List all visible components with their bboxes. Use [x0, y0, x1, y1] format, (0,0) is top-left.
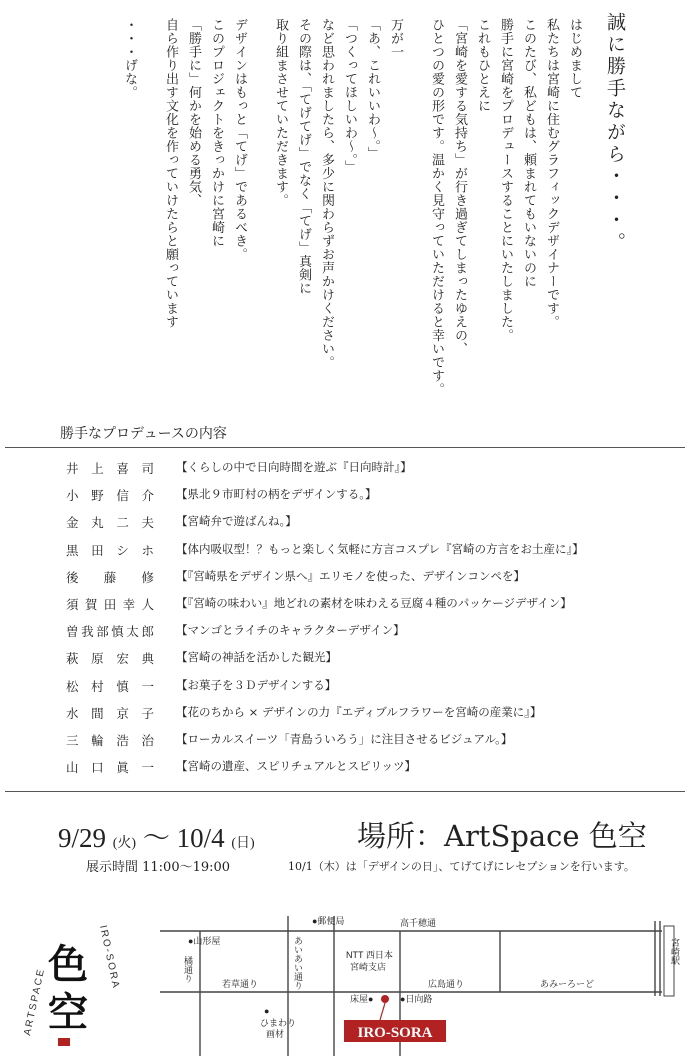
label-himawari-1: ひまわり [260, 1018, 297, 1028]
label-hiroshima: 広島通り [428, 979, 465, 989]
entry-name: 三 輪 浩 治 [66, 733, 154, 748]
logo-irosora-text: IRO-SORA [97, 924, 122, 991]
label-himawari-dot: ● [264, 1006, 270, 1016]
date-tilde: 〜 [142, 823, 170, 853]
entry-description: 【花のちから × デザインの力『エディブルフラワーを宮崎の産業に』】 [176, 704, 542, 719]
event-dates [58, 816, 255, 855]
intro-line: 「勝手に」何かを始める勇気、 [186, 18, 201, 207]
intro-line: ひとつの愛の形です。温かく見守っていただけると幸いです。 [429, 18, 444, 396]
entry-description: 【宮崎の遺産、スピリチュアルとスピリッツ】 [176, 759, 417, 774]
entry-name: 小 野 信 介 [66, 488, 154, 504]
entry-description: 【『宮崎の味わい』地どれの素材を味わえる豆腐４種のパッケージデザイン】 [176, 596, 572, 610]
entry-description: 【マンゴとライチのキャラクターデザイン】 [176, 623, 405, 638]
entry-name: 萩 原 宏 典 [66, 651, 154, 667]
intro-line: 勝手に宮崎をプロデュースすることにいたしました。 [498, 18, 513, 342]
reception-note: 10/1（木）は「デザインの日」、てげてげにレセプションを行います。 [288, 860, 635, 873]
logo-kanji-2: 空 [48, 989, 88, 1036]
entry-description: 【宮崎弁で遊ばんね。】 [176, 514, 297, 529]
divider-bottom [5, 791, 685, 792]
entry-description: 【『宮崎県をデザイン県へ』エリモノを使った、デザインコンペを】 [176, 568, 526, 583]
entry-description: 【ローカルスイーツ「青島ういろう」に注目させるビジュアル。】 [176, 732, 513, 746]
list-item [0, 486, 690, 508]
entry-name: 水 間 京 子 [66, 705, 154, 721]
list-heading: 勝手なプロデュースの内容 [60, 426, 227, 442]
intro-line: 「あ、これいいわ〜。」 [365, 18, 380, 160]
list-item [0, 513, 690, 535]
logo-seal-icon [58, 1038, 70, 1046]
intro-line: これもひとえに [475, 18, 490, 113]
intro-line: このたび、私どもは、頼まれてもいないのに [521, 18, 536, 288]
entry-name: 山 口 眞 一 [66, 760, 154, 776]
label-takachiho: 高千穂通 [400, 918, 437, 928]
page-title: 誠に勝手ながら・・・。 [604, 12, 626, 254]
divider-top [5, 447, 685, 448]
intro-line: など思われましたら、多少に関わらずお声かけください。 [319, 18, 334, 369]
label-yamakataya: ●山形屋 [188, 936, 221, 946]
entry-description: 【宮崎の神話を活かした観光】 [176, 650, 337, 665]
end-day: (日) [231, 836, 255, 851]
intro-line: デザインはもっと「てげ」であるべき。 [232, 18, 247, 261]
list-item [0, 677, 690, 699]
list-item [0, 541, 690, 563]
logo-artspace-text: ARTSPACE [22, 966, 48, 1037]
list-item [0, 704, 690, 726]
label-amiroad: あみーろーど [540, 979, 595, 989]
label-himawari-2: 画材 [266, 1029, 285, 1039]
venue: 場所：ArtSpace 色空 [357, 819, 647, 853]
start-date: 9/29 [58, 823, 107, 853]
entry-name: 井 上 喜 司 [66, 461, 154, 476]
label-tachibana: 橘通り [183, 956, 193, 983]
list-item [0, 622, 690, 644]
intro-line: 取り組まさせていただきます。 [273, 18, 288, 207]
intro-line: ・・・げな。 [122, 18, 137, 99]
iro-sora-logo [22, 924, 121, 1046]
entry-name: 松 村 慎 一 [66, 678, 154, 694]
label-hyuga: ●日向路 [400, 994, 433, 1004]
intro-line: はじめまして [567, 18, 582, 99]
intro-line: 万が一 [388, 18, 403, 59]
intro-line: このプロジェクトをきっかけに宮崎に [209, 18, 224, 248]
intro-line: 私たちは宮崎に住むグラフィックデザイナーです。 [544, 18, 559, 329]
list-item [0, 459, 690, 481]
list-item [0, 758, 690, 780]
list-item [0, 731, 690, 753]
entry-description: 【お菓子を３Ｄデザインする】 [176, 677, 337, 692]
venue-marker-icon [381, 995, 389, 1003]
list-item [0, 568, 690, 590]
entry-description: 【体内吸収型！？もっと楽しく気軽に方言コスプレ『宮崎の方言をお土産に』】 [176, 541, 584, 556]
label-ntt-branch: 宮崎支店 [350, 962, 387, 972]
label-post-office: ●郵便局 [312, 916, 345, 926]
venue-badge-label: IRO-SORA [357, 1025, 433, 1041]
entry-description: 【県北９市町村の柄をデザインする。】 [176, 487, 377, 502]
label-wakakusa: 若草通り [222, 979, 259, 989]
entry-name: 金 丸 二 夫 [66, 515, 154, 531]
exhibition-hours: 展示時間 11:00〜19:00 [86, 860, 231, 875]
list-item [0, 595, 690, 617]
intro-line: その際は、「てげてげ」でなく「てげ」真剣に [296, 18, 311, 295]
entry-name: 曽 我 部 慎 太 郎 [66, 624, 154, 640]
intro-line: 「宮崎を愛する気持ち」が行き過ぎてしまったゆえの、 [452, 18, 467, 356]
venue-pointer [380, 1003, 385, 1020]
logo-kanji-1: 色 [48, 941, 88, 988]
label-ntt: NTT 西日本 [346, 950, 393, 960]
label-miyazaki-station: 宮崎駅 [670, 938, 680, 965]
entry-name: 黒 田 シ ホ [66, 542, 154, 558]
start-day: (火) [112, 836, 137, 851]
label-tokoya: 床屋● [350, 994, 374, 1004]
entry-name: 後 藤 修 [66, 569, 154, 585]
label-aiai: あいあい通り [293, 936, 303, 990]
end-date: 10/4 [176, 823, 225, 853]
list-item [0, 649, 690, 671]
map-section [0, 896, 690, 1058]
entry-name: 須 賀 田 幸 人 [66, 597, 154, 612]
intro-line: 自ら作り出す文化を作っていけたらと願っています [163, 18, 178, 329]
intro-line: 「つくってほしいわ〜。」 [342, 18, 357, 174]
entry-description: 【くらしの中で日向時間を遊ぶ『日向時計』】 [176, 460, 412, 474]
